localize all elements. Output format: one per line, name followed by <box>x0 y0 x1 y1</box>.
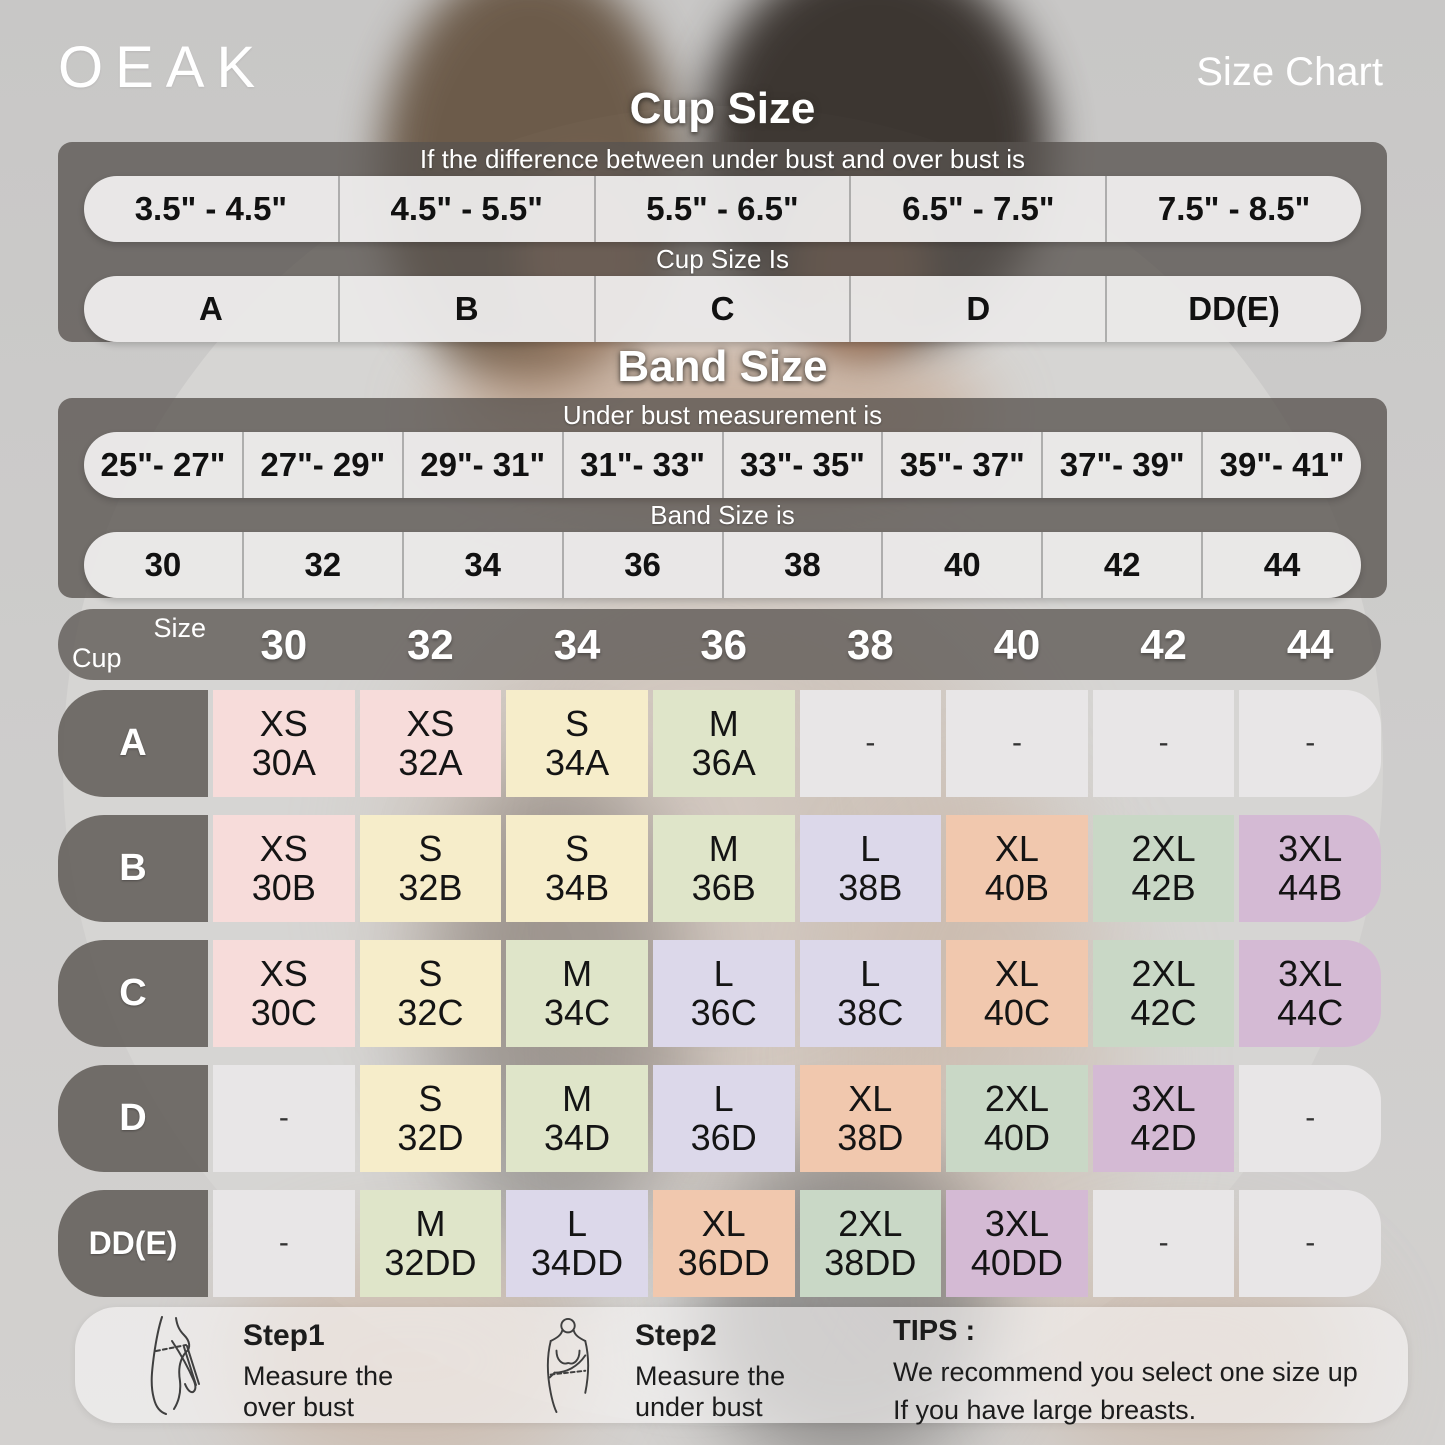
band-size-panel <box>58 398 1387 598</box>
step1-label: Step1 <box>243 1319 325 1352</box>
matrix-cell: 3XL 44B <box>1239 815 1381 922</box>
matrix-column-header: 38 <box>846 620 894 668</box>
matrix-column-header: 42 <box>1140 620 1187 668</box>
matrix-column-header: 40 <box>993 620 1041 668</box>
cup-range-cell: 7.5" - 8.5" <box>1105 176 1361 242</box>
cup-range-cell: 6.5" - 7.5" <box>849 176 1105 242</box>
cup-value-cell: A <box>198 290 223 327</box>
matrix-column-header: 34 <box>553 620 601 668</box>
matrix-cell: L 38B <box>800 815 942 922</box>
matrix-cell: 2XL 40D <box>946 1065 1088 1172</box>
matrix-row-label: B <box>58 815 208 922</box>
matrix-cell: XS 30C <box>213 940 355 1047</box>
matrix-cell: - <box>213 1190 355 1297</box>
band-value-cell: 34 <box>402 532 562 598</box>
matrix-cell: S 32B <box>360 815 502 922</box>
step2-block <box>635 1319 845 1423</box>
matrix-header <box>58 609 1381 680</box>
matrix-cell: L 38C <box>800 940 942 1047</box>
corner-cup-label: Cup <box>72 643 122 673</box>
cup-size-heading: Cup Size <box>629 84 816 133</box>
matrix-cell: L 36D <box>653 1065 795 1172</box>
cup-value-cell: C <box>594 276 850 342</box>
cup-value-cell: DD(E) <box>1105 276 1361 342</box>
matrix-cell: 2XL 42B <box>1093 815 1235 922</box>
band-result-label: Band Size is <box>650 500 795 530</box>
band-value-row <box>84 532 1361 598</box>
matrix-cell: - <box>1239 1065 1381 1172</box>
matrix-column-header: 30 <box>260 620 308 668</box>
matrix-column-header: 44 <box>1286 620 1334 668</box>
cup-instruction: If the difference between under bust and over bust is <box>419 144 1026 174</box>
matrix-row-label: A <box>58 690 208 797</box>
matrix-cell: - <box>213 1065 355 1172</box>
cup-value-cell: B <box>338 276 594 342</box>
matrix-cell: XL 38D <box>800 1065 942 1172</box>
cup-result-label: Cup Size Is <box>656 244 789 274</box>
band-range-cell: 27"- 29" <box>242 432 402 498</box>
matrix-corner-label <box>58 609 208 680</box>
measure-under-bust-icon <box>523 1317 613 1413</box>
matrix-cell: S 34A <box>506 690 648 797</box>
matrix-cell: XL 36DD <box>653 1190 795 1297</box>
matrix-column-header: 32 <box>407 620 454 668</box>
step2-label: Step2 <box>635 1319 717 1352</box>
matrix-cell: M 36B <box>653 815 795 922</box>
matrix-cell: S 32D <box>360 1065 502 1172</box>
matrix-cell: 3XL 42D <box>1093 1065 1235 1172</box>
band-range-cell: 39"- 41" <box>1201 432 1361 498</box>
tips-line2: If you have large breasts. <box>893 1394 1197 1425</box>
band-range-cell: 35"- 37" <box>881 432 1041 498</box>
band-range-row <box>84 432 1361 498</box>
brand-logo: OEAK <box>58 35 268 100</box>
band-value-cell: 38 <box>722 532 882 598</box>
band-value-cell: 42 <box>1041 532 1201 598</box>
matrix-cell: 2XL 38DD <box>800 1190 942 1297</box>
step1-text: Measure the over bust <box>243 1361 394 1422</box>
matrix-cell: XL 40C <box>946 940 1088 1047</box>
cup-range-row <box>84 176 1361 242</box>
cup-value-row <box>84 276 1361 342</box>
matrix-cell: - <box>1093 1190 1235 1297</box>
tips-label: TIPS : <box>893 1315 976 1347</box>
band-size-heading: Band Size <box>617 342 828 391</box>
step1-block <box>243 1319 453 1423</box>
matrix-cell: - <box>1093 690 1235 797</box>
matrix-column-header: 36 <box>700 620 748 668</box>
matrix-cell: M 34D <box>506 1065 648 1172</box>
band-range-cell: 25"- 27" <box>100 446 226 483</box>
matrix-cell: M 36A <box>653 690 795 797</box>
matrix-cell: XS 30B <box>213 815 355 922</box>
matrix-cell: 3XL 40DD <box>946 1190 1088 1297</box>
band-value-cell: 44 <box>1201 532 1361 598</box>
matrix-row-label: C <box>58 940 208 1047</box>
measure-over-bust-icon <box>115 1315 219 1415</box>
measuring-guide-bar <box>75 1307 1408 1423</box>
matrix-cell: M 34C <box>506 940 648 1047</box>
corner-size-label: Size <box>153 613 206 643</box>
band-range-cell: 33"- 35" <box>722 432 882 498</box>
tips-block <box>893 1315 1384 1430</box>
matrix-cell: XL 40B <box>946 815 1088 922</box>
band-range-cell: 29"- 31" <box>402 432 562 498</box>
cup-range-cell: 5.5" - 6.5" <box>594 176 850 242</box>
matrix-cell: - <box>946 690 1088 797</box>
tips-line1: We recommend you select one size up <box>893 1357 1358 1387</box>
matrix-cell: 2XL 42C <box>1093 940 1235 1047</box>
band-value-cell: 36 <box>562 532 722 598</box>
matrix-cell: XS 30A <box>213 690 355 797</box>
size-matrix <box>58 690 1381 1297</box>
matrix-cell: 3XL 44C <box>1239 940 1381 1047</box>
cup-range-cell: 4.5" - 5.5" <box>338 176 594 242</box>
page-title: Size Chart <box>1196 50 1383 94</box>
matrix-cell: S 32C <box>360 940 502 1047</box>
matrix-cell: S 34B <box>506 815 648 922</box>
band-instruction: Under bust measurement is <box>562 400 883 430</box>
matrix-cell: XS 32A <box>360 690 502 797</box>
step2-text: Measure the under bust <box>635 1361 786 1422</box>
matrix-cell: - <box>1239 690 1381 797</box>
band-value-cell: 32 <box>242 532 402 598</box>
band-range-cell: 31"- 33" <box>562 432 722 498</box>
matrix-row-label: DD(E) <box>58 1190 208 1297</box>
matrix-cell: - <box>800 690 942 797</box>
cup-range-cell: 3.5" - 4.5" <box>134 190 288 227</box>
matrix-cell: L 34DD <box>506 1190 648 1297</box>
cup-size-panel <box>58 142 1387 342</box>
matrix-cell: M 32DD <box>360 1190 502 1297</box>
cup-value-cell: D <box>849 276 1105 342</box>
matrix-row-label: D <box>58 1065 208 1172</box>
band-range-cell: 37"- 39" <box>1041 432 1201 498</box>
band-value-cell: 30 <box>144 546 182 583</box>
matrix-cell: - <box>1239 1190 1381 1297</box>
band-value-cell: 40 <box>881 532 1041 598</box>
matrix-cell: L 36C <box>653 940 795 1047</box>
